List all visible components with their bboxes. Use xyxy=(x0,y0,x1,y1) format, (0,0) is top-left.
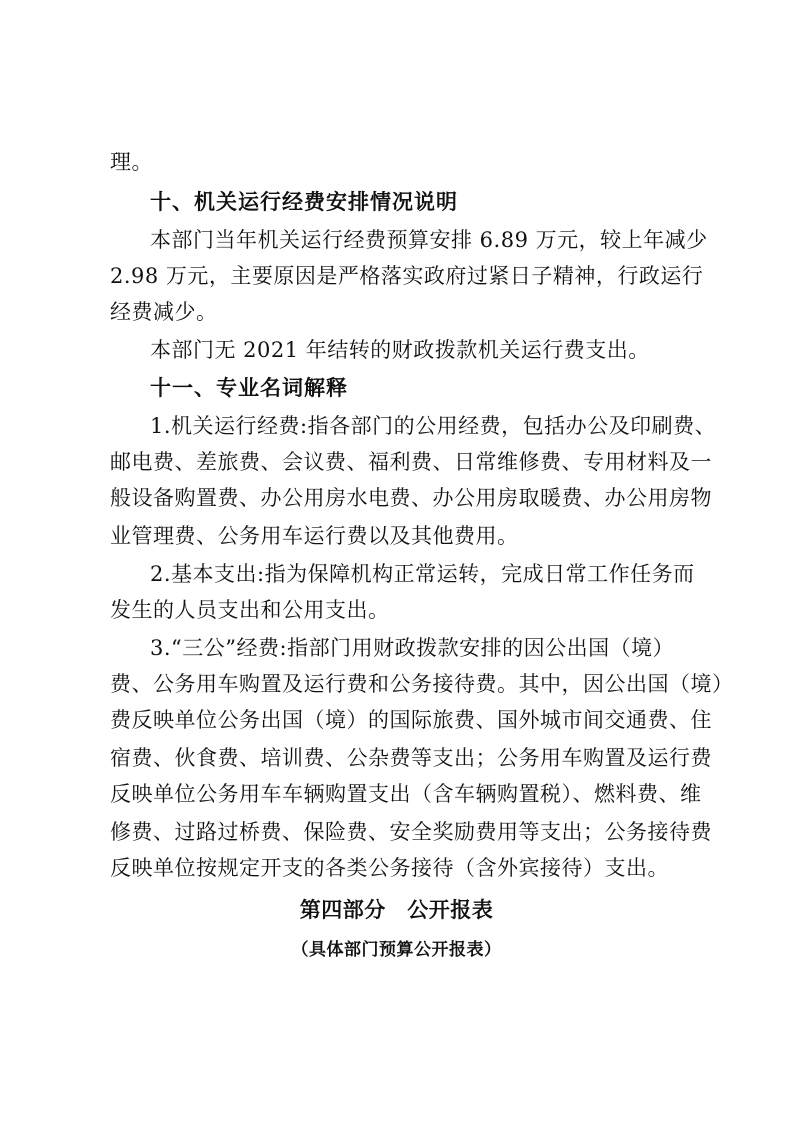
paragraph-line: 本部门无 2021 年结转的财政拨款机关运行费支出。 xyxy=(150,338,650,362)
paragraph-line: 1.机关运行经费:指各部门的公用经费，包括办公及印刷费、 xyxy=(150,414,717,438)
paragraph-line: 发生的人员支出和公用支出。 xyxy=(110,598,390,622)
paragraph-line: 2.98 万元，主要原因是严格落实政府过紧日子精神，行政运行 xyxy=(110,264,704,288)
paragraph-line: 本部门当年机关运行经费预算安排 6.89 万元，较上年减少 xyxy=(150,228,708,252)
paragraph-line: 邮电费、差旅费、会议费、福利费、日常维修费、专用材料及一 xyxy=(110,450,712,474)
paragraph-line: 般设备购置费、办公用房水电费、办公用房取暖费、办公用房物 xyxy=(110,486,712,510)
section-heading-10: 十、机关运行经费安排情况说明 xyxy=(150,190,458,214)
paragraph-line: 宿费、伙食费、培训费、公杂费等支出；公务用车购置及运行费 xyxy=(110,746,712,770)
paragraph-line: 业管理费、公务用车运行费以及其他费用。 xyxy=(110,524,519,548)
continuation-text: 理。 xyxy=(110,150,153,174)
paragraph-line: 反映单位按规定开支的各类公务接待（含外宾接待）支出。 xyxy=(110,856,669,880)
paragraph-line: 费、公务用车购置及运行费和公务接待费。其中，因公出国（境） xyxy=(110,672,734,696)
paragraph-line: 反映单位公务用车车辆购置支出（含车辆购置税）、燃料费、维 xyxy=(110,782,702,806)
paragraph-line: 费反映单位公务出国（境）的国际旅费、国外城市间交通费、住 xyxy=(110,708,712,732)
paragraph-line: 3.“三公”经费:指部门用财政拨款安排的因公出国（境） xyxy=(150,636,675,660)
section-heading-11: 十一、专业名词解释 xyxy=(150,376,348,400)
paragraph-line: 2.基本支出:指为保障机构正常运转，完成日常工作任务而 xyxy=(150,562,695,586)
paragraph-line: 经费减少。 xyxy=(110,300,218,324)
paragraph-line: 修费、过路过桥费、保险费、安全奖励费用等支出；公务接待费 xyxy=(110,820,712,844)
part-subtitle: （具体部门预算公开报表） xyxy=(291,940,502,960)
part-title: 第四部分 公开报表 xyxy=(299,898,494,922)
